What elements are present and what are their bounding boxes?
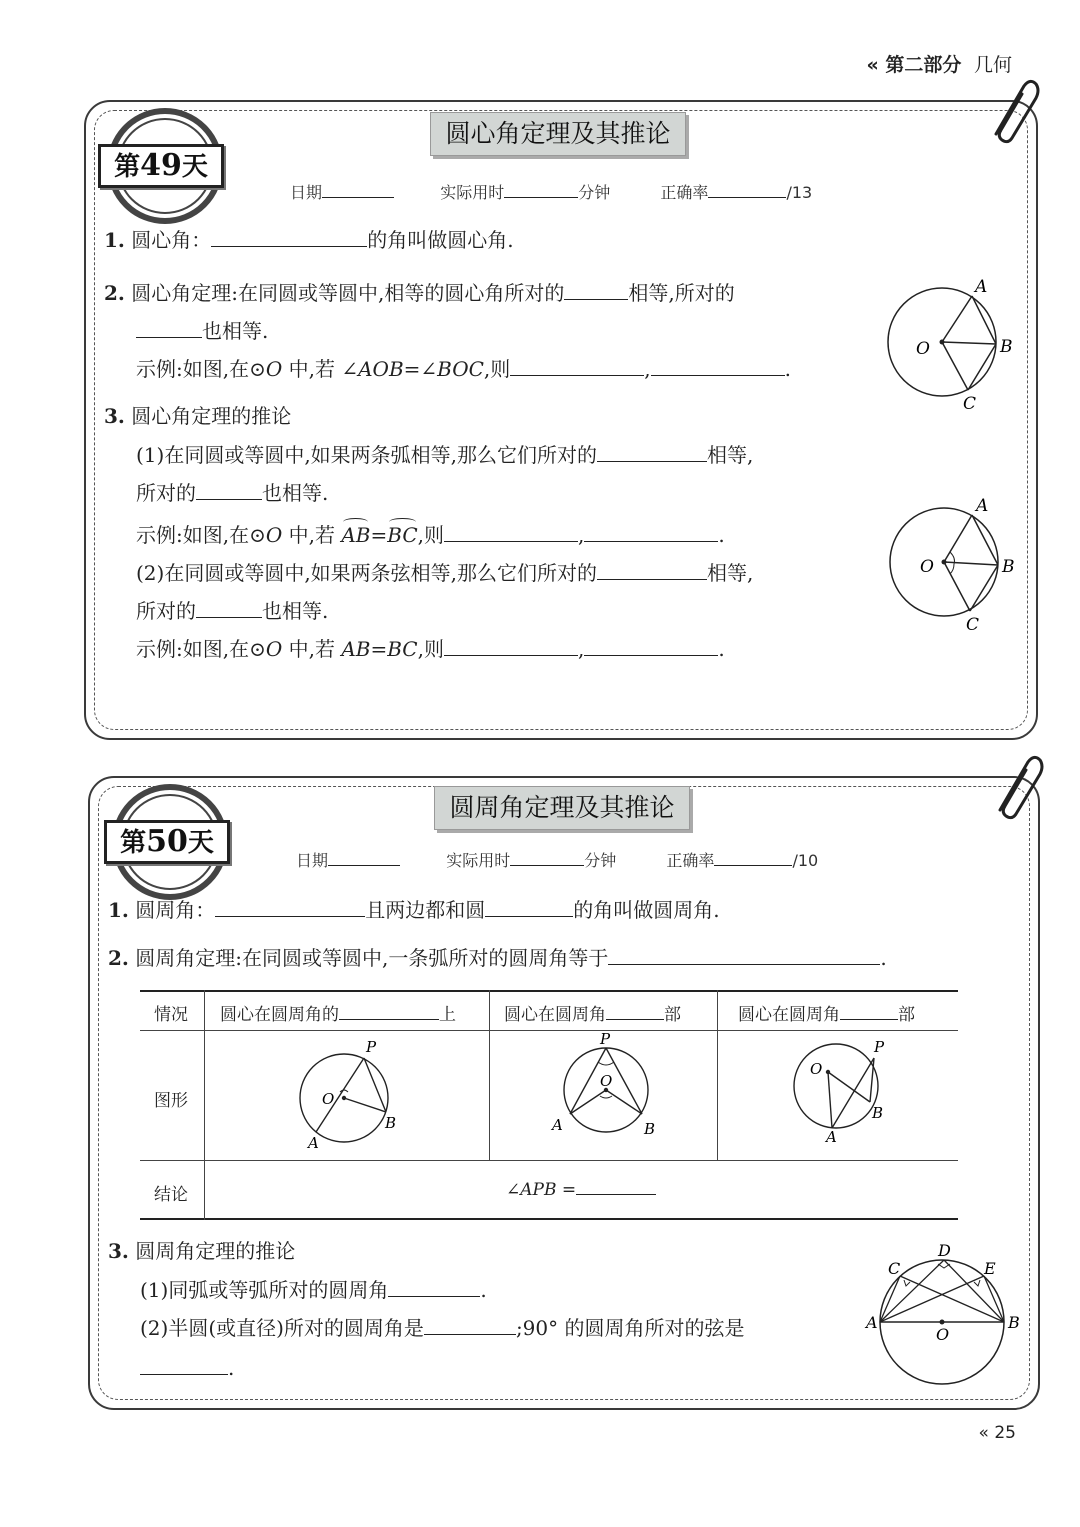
answer-blank xyxy=(510,374,644,376)
svg-text:A: A xyxy=(866,1313,878,1332)
day-badge: 第49天 xyxy=(98,144,224,188)
arc-ab: AB xyxy=(341,523,371,547)
date-blank xyxy=(328,864,400,866)
part-label: 第二部分 xyxy=(885,54,962,76)
answer-blank xyxy=(424,1333,516,1335)
question-2-example: 示例:如图,在⊙O 中,若 ∠AOB=∠BOC,则 , . xyxy=(136,357,791,381)
question-3-part1: (1)在同圆或等圆中,如果两条弧相等,那么它们所对的 相等, xyxy=(136,443,754,467)
question-3-part1-line2: 所对的 也相等. xyxy=(136,481,329,505)
answer-blank xyxy=(444,654,578,656)
svg-text:D: D xyxy=(938,1241,951,1260)
answer-blank xyxy=(576,1193,656,1195)
answer-blank xyxy=(608,963,880,965)
accuracy-total: /13 xyxy=(786,183,813,202)
answer-blank xyxy=(136,336,202,338)
time-blank xyxy=(504,196,578,198)
svg-text:B: B xyxy=(872,1104,884,1122)
answer-blank xyxy=(597,460,707,462)
section-title: 圆心角定理及其推论 xyxy=(430,112,686,156)
date-label: 日期 xyxy=(296,851,329,870)
accuracy-total: /10 xyxy=(792,851,819,870)
answer-blank xyxy=(444,540,578,542)
svg-text:O: O xyxy=(322,1090,335,1108)
answer-blank xyxy=(564,298,628,300)
question-2-line2: 也相等. xyxy=(136,317,268,345)
label-a: A xyxy=(975,277,988,297)
row-label-figure: 图形 xyxy=(154,1091,188,1111)
figure-center-inside xyxy=(550,1030,670,1160)
page-footer xyxy=(979,1423,1016,1443)
svg-text:O: O xyxy=(936,1325,950,1344)
label-b: B xyxy=(1000,337,1013,357)
question-3: 3. 圆周角定理的推论 xyxy=(108,1239,296,1263)
label-c: C xyxy=(966,615,980,635)
question-2: 2. 圆心角定理:在同圆或等圆中,相等的圆心角所对的 相等,所对的 xyxy=(104,281,735,305)
question-1: 1. 圆心角： 的角叫做圆心角. xyxy=(104,228,514,252)
answer-blank xyxy=(485,915,573,917)
svg-text:A: A xyxy=(308,1134,319,1152)
label-o: O xyxy=(920,557,934,577)
answer-blank xyxy=(211,245,367,247)
label-a: A xyxy=(976,496,989,516)
theorem-table xyxy=(140,990,958,1220)
date-blank xyxy=(322,196,394,198)
diameter-figure xyxy=(862,1240,1026,1390)
answer-blank xyxy=(140,1373,228,1375)
accuracy-label: 正确率 xyxy=(660,183,709,202)
subject-label: 几何 xyxy=(973,54,1012,76)
svg-text:B: B xyxy=(1008,1313,1020,1332)
question-2: 2. 圆周角定理:在同圆或等圆中,一条弧所对的圆周角等于 . xyxy=(108,946,887,970)
label-c: C xyxy=(963,394,977,414)
svg-text:P: P xyxy=(874,1038,885,1056)
question-3-example1: 示例:如图,在⊙O 中,若 AB=BC,则 , . xyxy=(136,523,725,547)
question-3-part2: (2)在同圆或等圆中,如果两条弦相等,那么它们所对的 相等, xyxy=(136,561,754,585)
meta-row xyxy=(290,180,812,203)
time-unit: 分钟 xyxy=(578,183,611,202)
svg-text:B: B xyxy=(385,1114,397,1132)
answer-blank xyxy=(196,616,262,618)
answer-blank xyxy=(651,374,785,376)
svg-text:P: P xyxy=(366,1038,377,1056)
question-3-part2: (2)半圆(或直径)所对的圆周角是 ;90° 的圆周角所对的弦是 xyxy=(140,1316,745,1340)
case-3-header: 圆心在圆周角 部 xyxy=(738,1005,915,1025)
time-label: 实际用时 xyxy=(440,183,505,202)
svg-text:P: P xyxy=(600,1030,611,1048)
time-unit: 分钟 xyxy=(584,851,617,870)
answer-blank xyxy=(215,915,365,917)
time-blank xyxy=(510,864,584,866)
accuracy-blank xyxy=(708,196,786,198)
answer-blank xyxy=(388,1295,480,1297)
svg-text:B: B xyxy=(644,1120,656,1138)
circle-figure-2 xyxy=(878,490,1028,636)
arc-bc: BC xyxy=(387,523,418,547)
row-label-conclusion: 结论 xyxy=(154,1185,188,1205)
label-b: B xyxy=(1002,557,1015,577)
meta-row xyxy=(296,848,818,871)
accuracy-label: 正确率 xyxy=(666,851,715,870)
circle-figure-1 xyxy=(876,272,1026,418)
case-1-header: 圆心在圆周角的 上 xyxy=(220,1005,456,1025)
question-3: 3. 圆心角定理的推论 xyxy=(104,404,292,428)
svg-text:O: O xyxy=(810,1060,823,1078)
page-header xyxy=(866,50,1012,77)
figure-center-on-side xyxy=(290,1032,410,1158)
label-o: O xyxy=(916,339,930,359)
paperclip-icon xyxy=(982,76,1042,146)
section-title: 圆周角定理及其推论 xyxy=(434,786,690,830)
chevron-left-icon: « xyxy=(978,1423,989,1443)
svg-text:A: A xyxy=(826,1128,837,1146)
svg-text:C: C xyxy=(888,1259,901,1278)
answer-blank xyxy=(597,578,707,580)
case-2-header: 圆心在圆周角 部 xyxy=(504,1005,681,1025)
svg-text:A: A xyxy=(552,1116,563,1134)
time-label: 实际用时 xyxy=(446,851,511,870)
conclusion: ∠APB = xyxy=(506,1180,656,1200)
question-3-part2-line2: . xyxy=(140,1354,234,1382)
question-3-part1: (1)同弧或等弧所对的圆周角 . xyxy=(140,1278,487,1302)
question-3-example2: 示例:如图,在⊙O 中,若 AB=BC,则 , . xyxy=(136,637,725,661)
date-label: 日期 xyxy=(290,183,323,202)
svg-text:O: O xyxy=(600,1072,613,1090)
figure-center-outside xyxy=(780,1038,910,1162)
day-badge: 第50天 xyxy=(104,820,230,864)
row-label-situation: 情况 xyxy=(154,1005,188,1025)
page-number: 25 xyxy=(994,1423,1016,1443)
answer-blank xyxy=(584,654,718,656)
answer-blank xyxy=(196,498,262,500)
svg-text:E: E xyxy=(984,1259,996,1278)
question-3-part2-line2: 所对的 也相等. xyxy=(136,599,329,623)
question-1: 1. 圆周角： 且两边都和圆 的角叫做圆周角. xyxy=(108,898,720,922)
accuracy-blank xyxy=(714,864,792,866)
answer-blank xyxy=(584,540,718,542)
chevron-left-icon: « xyxy=(866,54,879,76)
paperclip-icon xyxy=(986,752,1046,822)
